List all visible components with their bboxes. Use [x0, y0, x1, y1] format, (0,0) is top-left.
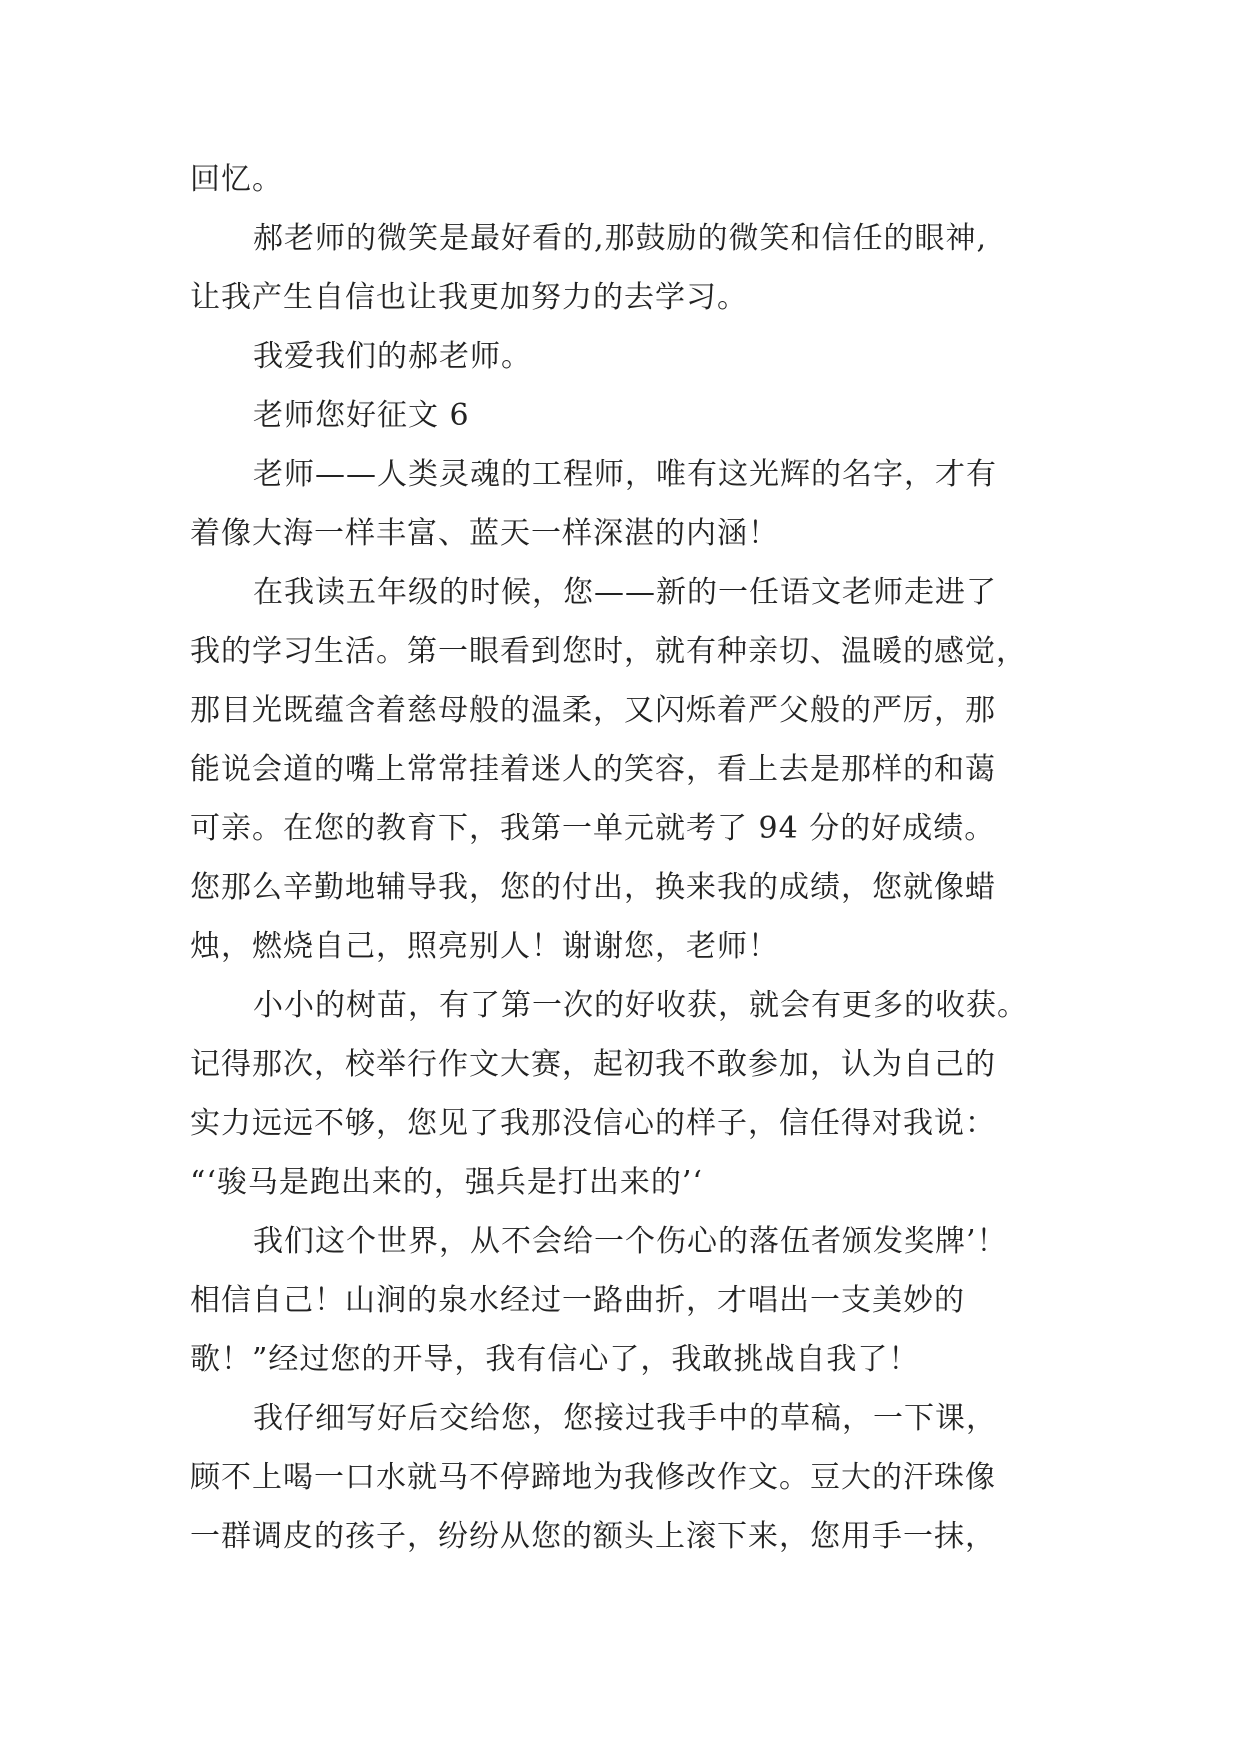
text-line: 让我产生自信也让我更加努力的去学习。	[190, 280, 748, 315]
text-line: 回忆。	[190, 162, 283, 197]
text-line: 我爱我们的郝老师。	[253, 339, 532, 374]
text-line: 郝老师的微笑是最好看的,那鼓励的微笑和信任的眼神,	[253, 221, 988, 256]
text-line: 相信自己！山涧的泉水经过一路曲折，才唱出一支美妙的	[190, 1283, 965, 1318]
text-line: 我的学习生活。第一眼看到您时，就有种亲切、温暖的感觉，	[190, 634, 1027, 669]
text-line: 那目光既蕴含着慈母般的温柔，又闪烁着严父般的严厉，那	[190, 693, 996, 728]
document-body	[190, 150, 1050, 1566]
text-line: 顾不上喝一口水就马不停蹄地为我修改作文。豆大的汗珠像	[190, 1460, 996, 1495]
text-line: 烛，燃烧自己，照亮别人！谢谢您，老师！	[190, 929, 779, 964]
text-line: 一群调皮的孩子，纷纷从您的额头上滚下来，您用手一抹，	[190, 1519, 996, 1554]
text-line: 老师——人类灵魂的工程师，唯有这光辉的名字，才有	[253, 457, 997, 492]
text-line: 我仔细写好后交给您，您接过我手中的草稿，一下课，	[253, 1401, 997, 1436]
text-line: 歌！”经过您的开导，我有信心了，我敢挑战自我了！	[190, 1342, 920, 1377]
text-line: 我们这个世界，从不会给一个伤心的落伍者颁发奖牌’！	[253, 1224, 1008, 1259]
text-line: 在我读五年级的时候，您——新的一任语文老师走进了	[253, 575, 997, 610]
text-line: “‘骏马是跑出来的，强兵是打出来的’‘	[190, 1165, 703, 1200]
text-line: 小小的树苗，有了第一次的好收获，就会有更多的收获。	[253, 988, 1028, 1023]
text-line: 能说会道的嘴上常常挂着迷人的笑容，看上去是那样的和蔼	[190, 752, 996, 787]
text-line: 实力远远不够，您见了我那没信心的样子，信任得对我说：	[190, 1106, 996, 1141]
text-line: 记得那次，校举行作文大赛，起初我不敢参加，认为自己的	[190, 1047, 996, 1082]
section-heading: 老师您好征文 6	[253, 398, 470, 433]
text-line: 着像大海一样丰富、蓝天一样深湛的内涵！	[190, 516, 779, 551]
text-line: 您那么辛勤地辅导我，您的付出，换来我的成绩，您就像蜡	[190, 870, 996, 905]
text-line: 可亲。在您的教育下，我第一单元就考了 94 分的好成绩。	[190, 811, 996, 846]
